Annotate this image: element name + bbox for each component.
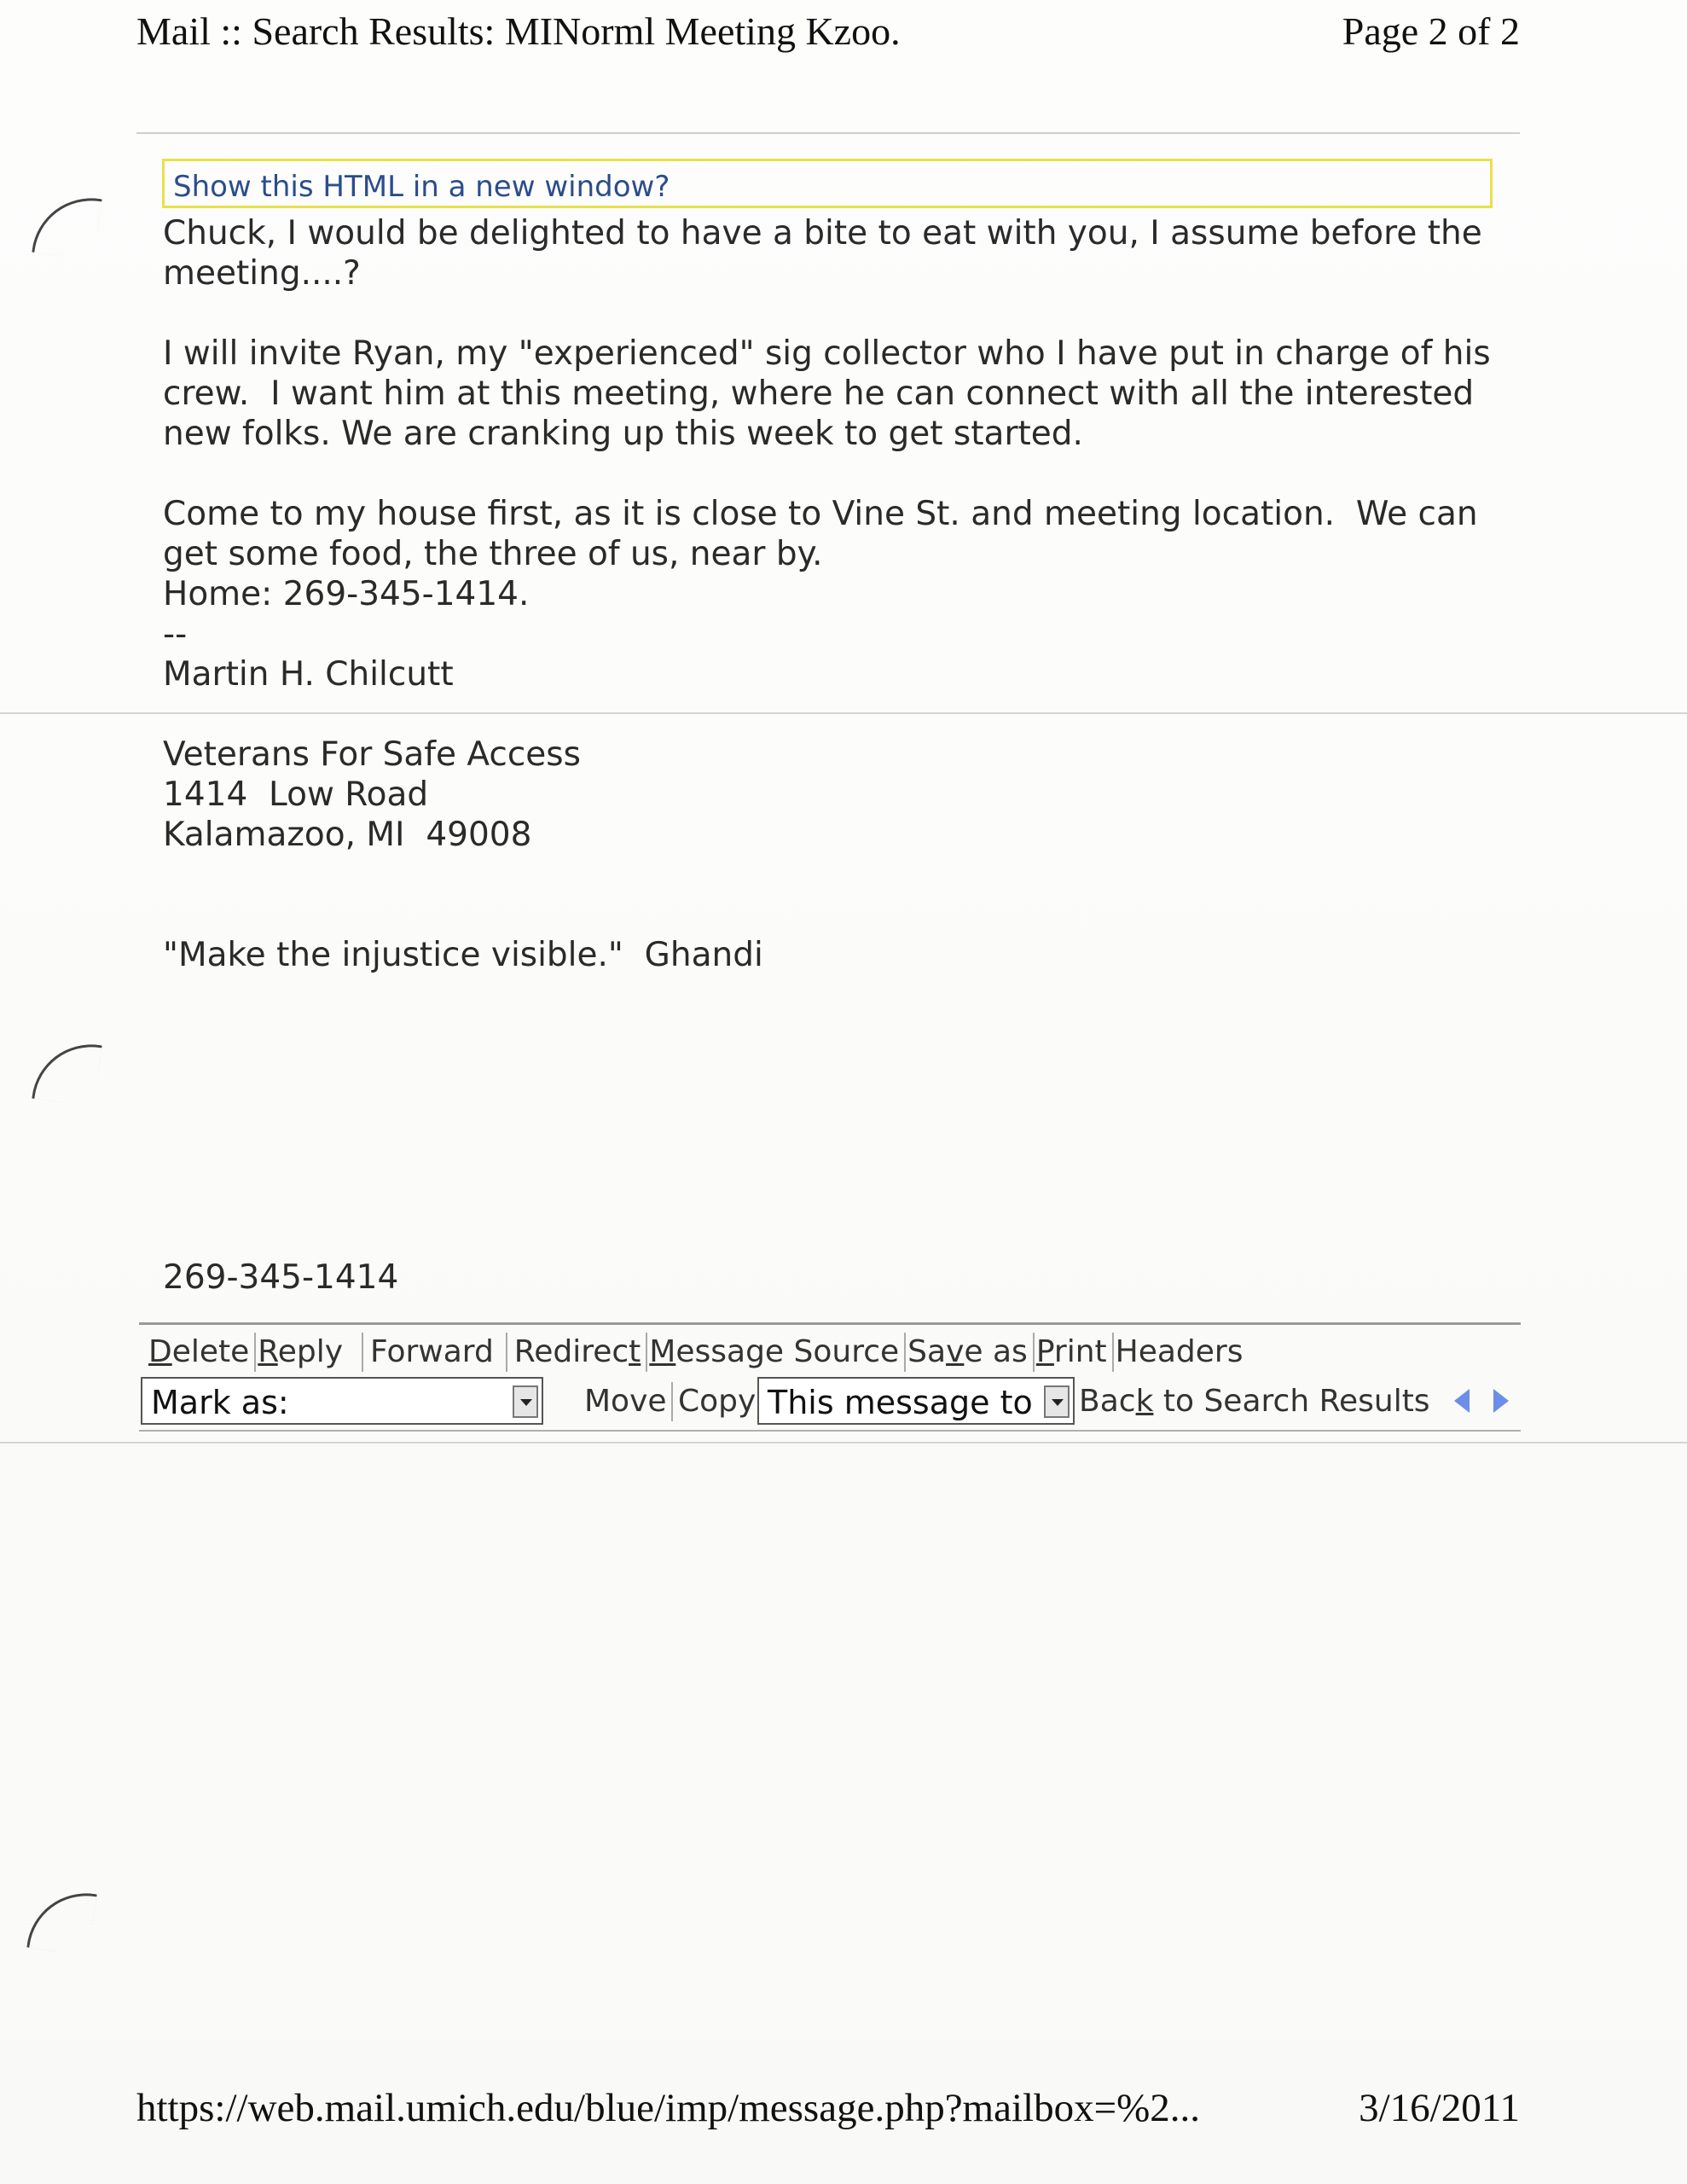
save-as-button[interactable]: Save as [906, 1333, 1035, 1372]
message-paragraph: Chuck, I would be delighted to have a bite to eat with you, I assume before the meeting....? [163, 214, 1482, 293]
header-divider [136, 132, 1520, 134]
print-button[interactable]: Print [1035, 1333, 1114, 1372]
message-actions-bar [147, 1333, 1248, 1372]
message-body [163, 213, 1545, 975]
forward-button[interactable]: Forward [363, 1333, 507, 1372]
target-folder-select[interactable] [757, 1377, 1075, 1425]
target-folder-label: This message to [768, 1384, 1033, 1421]
binder-hole-mark [32, 190, 101, 260]
binder-hole-mark [26, 1885, 96, 1955]
print-title: Mail :: Search Results: MINorml Meeting Kzoo. [136, 9, 901, 53]
print-date: 3/16/2011 [1359, 2086, 1520, 2130]
message-paragraph: Come to my house first, as it is close to Vine St. and meeting location. We can get some food, the three of us, near by. Home: 269-345-1414. -- Martin H. Chilcutt [163, 495, 1478, 694]
signature-address: Veterans For Safe Access 1414 Low Road Kalamazoo, MI 49008 [163, 735, 581, 854]
delete-button[interactable]: Delete [147, 1333, 256, 1372]
show-html-new-window-link[interactable]: Show this HTML in a new window? [162, 159, 1493, 208]
toolbar-top-divider [139, 1322, 1521, 1325]
back-to-search-results-link[interactable]: Back to Search Results [1079, 1384, 1430, 1419]
message-controls-row [141, 1377, 1522, 1428]
toolbar-bottom-divider [139, 1430, 1521, 1432]
page-number: Page 2 of 2 [1342, 9, 1520, 53]
reply-button[interactable]: Reply [256, 1333, 363, 1372]
chevron-down-icon [513, 1385, 538, 1418]
next-message-icon[interactable] [1493, 1389, 1509, 1413]
headers-button[interactable]: Headers [1115, 1334, 1244, 1369]
message-source-button[interactable]: Message Source [647, 1333, 906, 1372]
redirect-button[interactable]: Redirect [507, 1333, 647, 1372]
signature-phone: 269-345-1414 [163, 1258, 399, 1297]
binder-hole-mark [32, 1037, 101, 1107]
mark-as-label: Mark as: [151, 1384, 289, 1421]
mark-as-select[interactable] [141, 1377, 543, 1425]
copy-button[interactable]: Copy [671, 1382, 756, 1421]
chevron-down-icon [1044, 1385, 1070, 1418]
message-paragraph: I will invite Ryan, my "experienced" sig collector who I have put in charge of his crew. I want him at this meeting, where he can connect with all the interested new folks. We are cranking up this week to get started. [163, 334, 1491, 453]
previous-message-icon[interactable] [1454, 1389, 1470, 1413]
signature-quote: "Make the injustice visible." Ghandi [163, 936, 763, 974]
paper-fold-line [0, 1442, 1687, 1443]
move-button[interactable]: Move [584, 1384, 667, 1419]
page-url: https://web.mail.umich.edu/blue/imp/message.php?mailbox=%2... [136, 2086, 1200, 2130]
